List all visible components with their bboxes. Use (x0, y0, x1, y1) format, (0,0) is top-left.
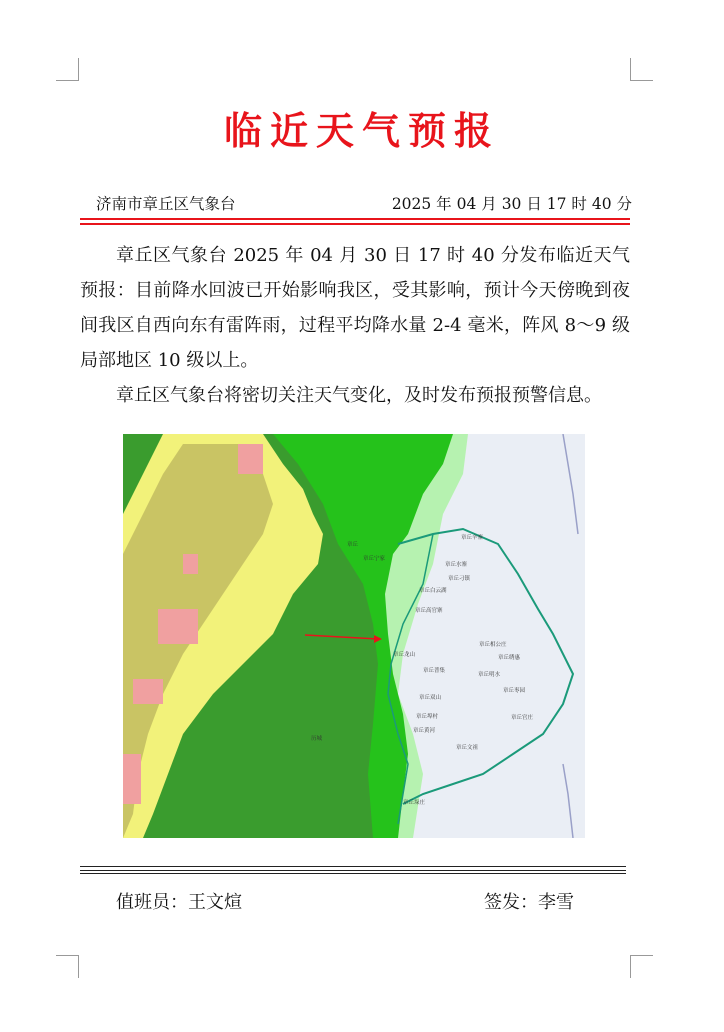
place-label: 章丘明水 (478, 672, 501, 678)
document-title: 临近天气预报 (223, 108, 500, 153)
corner-mark-bottom-left (56, 955, 79, 978)
place-label: 章丘双山 (419, 695, 442, 701)
place-label: 章丘文祖 (456, 745, 479, 751)
follow-up-paragraph: 章丘区气象台将密切关注天气变化，及时发布预报预警信息。 (116, 385, 602, 406)
radar-map-image (123, 434, 585, 838)
place-label: 章丘枣园 (503, 688, 526, 694)
issuing-organization: 济南市章丘区气象台 (96, 195, 236, 213)
place-label: 章丘辛寨 (461, 535, 484, 541)
place-label: 章丘垛庄 (403, 800, 426, 806)
footer-divider-top (80, 866, 626, 867)
place-label: 章丘宁家 (363, 556, 386, 562)
forecast-paragraph: 章丘区气象台 2025 年 04 月 30 日 17 时 40 分发布临近天气预报：目前降水回波已开始影响我区，受其影响，预计今天傍晚到夜间我区自西向东有雷阵雨，过程平均降水量 2-4 毫米，阵风 8～9 级局部地区 10 级以上。 (80, 245, 630, 371)
corner-mark-top-right (630, 58, 653, 81)
place-label: 章丘白云湖 (419, 588, 447, 594)
place-label: 章丘绣惠 (498, 655, 521, 661)
place-label: 章丘普集 (423, 668, 446, 674)
header-divider-bottom (80, 223, 630, 225)
place-label: 章丘水寨 (445, 562, 468, 568)
place-label: 章丘黄河 (413, 728, 436, 734)
place-label: 章丘刁镇 (448, 576, 471, 582)
issue-datetime: 2025 年 04 月 30 日 17 时 40 分 (391, 195, 632, 213)
corner-mark-bottom-right (630, 955, 653, 978)
place-label: 章丘官庄 (511, 715, 534, 721)
place-label: 章丘相公庄 (479, 642, 507, 648)
corner-mark-top-left (56, 58, 79, 81)
intense-cell (123, 754, 141, 804)
intense-cell (158, 609, 198, 644)
intense-cell (238, 444, 263, 474)
place-label: 章丘龙山 (393, 652, 416, 658)
footer-divider-middle (80, 870, 626, 871)
issued-by: 签发：李雪 (484, 892, 574, 913)
header-divider-top (80, 218, 630, 220)
place-label: 历城 (311, 736, 323, 742)
radar-map (123, 434, 585, 838)
intense-cell (133, 679, 163, 704)
place-label: 章丘高官寨 (415, 608, 443, 614)
duty-officer: 值班员：王文煊 (116, 892, 242, 913)
place-label: 章丘埠村 (416, 714, 439, 720)
intense-cell (183, 554, 198, 574)
footer-divider-bottom (80, 873, 626, 874)
place-label: 章丘 (347, 542, 359, 548)
